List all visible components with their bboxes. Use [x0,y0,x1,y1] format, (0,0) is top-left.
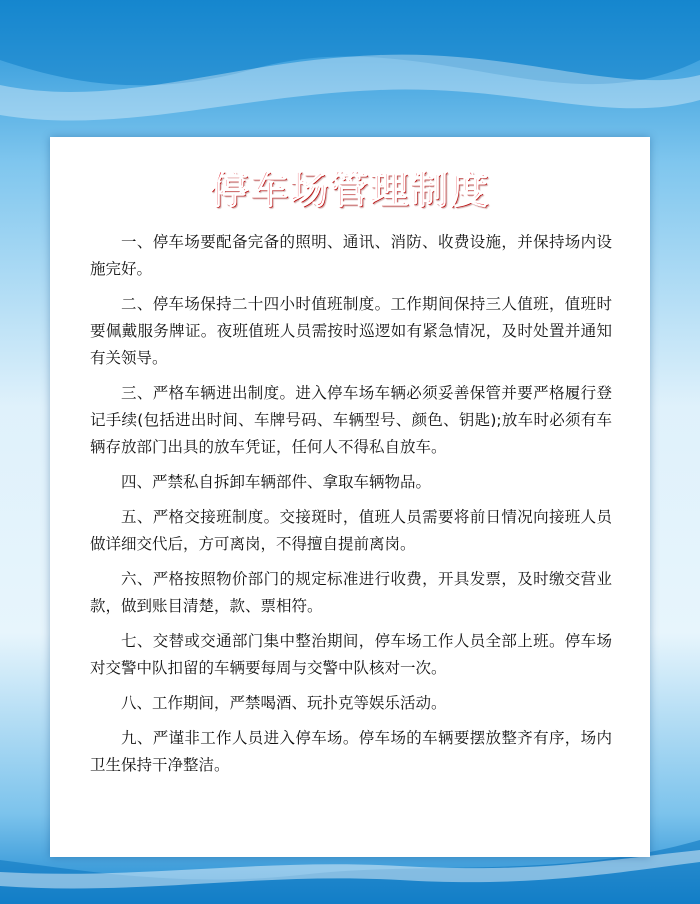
rule-item-6: 六、严格按照物价部门的规定标准进行收费，开具发票，及时缴交营业款，做到账目清楚，款、票相符。 [90,570,612,615]
rule-item-5: 五、严格交接班制度。交接斑时，值班人员需要将前日情况向接班人员做详细交代后，方可离岗，不得擅自提前离岗。 [90,508,612,553]
document-title: 停车场管理制度 [209,168,490,212]
rule-item-3: 三、严格车辆进出制度。进入停车场车辆必须妥善保管并要严格履行登记手续(包括进出时间、车牌号码、车辆型号、颜色、钥匙);放车时必须有车辆存放部门出具的放车凭证，任何人不得私自放车。 [90,384,612,456]
rule-item-8: 八、工作期间，严禁喝酒、玩扑克等娱乐活动。 [121,694,447,712]
rule-item-1: 一、停车场要配备完备的照明、通讯、消防、收费设施，并保持场内设施完好。 [90,233,612,278]
notice-panel [50,137,650,857]
rule-item-9: 九、严谨非工作人员进入停车场。停车场的车辆要摆放整齐有序，场内卫生保持干净整洁。 [90,729,612,774]
rule-item-7: 七、交替或交通部门集中整治期间，停车场工作人员全部上班。停车场对交警中队扣留的车辆要每周与交警中队核对一次。 [90,632,612,677]
rules-list [90,229,612,787]
rule-item-2: 二、停车场保持二十四小时值班制度。工作期间保持三人值班，值班时要佩戴服务牌证。夜班值班人员需按时巡逻如有紧急情况，及时处置并通知有关领导。 [90,295,612,367]
rule-item-4: 四、严禁私自拆卸车辆部件、拿取车辆物品。 [121,473,432,491]
